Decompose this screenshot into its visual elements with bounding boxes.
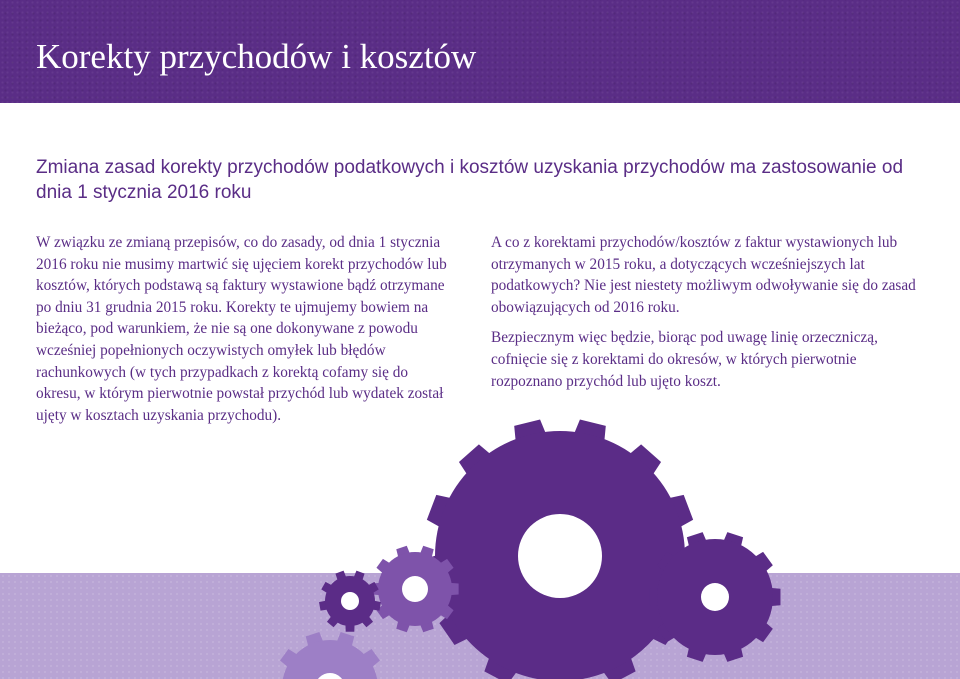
right-column: [491, 232, 931, 392]
header-banner: [0, 0, 960, 103]
right-paragraph-2: Bezpiecznym więc będzie, biorąc pod uwagę linię orzeczniczą, cofnięcie się z korektami do okresów, w których pierwotnie rozpoznano przychód lub ujęto koszt.: [491, 329, 878, 390]
subtitle: Zmiana zasad korekty przychodów podatkowych i kosztów uzyskania przychodów ma zastosowanie od dnia 1 stycznia 2016 roku: [36, 157, 904, 203]
right-paragraph-1: A co z korektami przychodów/kosztów z faktur wystawionych lub otrzymanych w 2015 roku, a dotyczących wcześniejszych lat podatkowych? Nie jest niestety możliwym odwoływanie się do zasad obowiązujących od 2016 roku.: [491, 234, 916, 316]
bottom-band: [0, 573, 960, 679]
left-column: [36, 232, 448, 426]
left-paragraph: W związku ze zmianą przepisów, co do zasady, od dnia 1 stycznia 2016 roku nie musimy martwić się ujęciem korekt przychodów lub kosztów, których podstawą są faktury wystawione bądź otrzymane po dniu 31 grudnia 2015 roku. Korekty te ujmujemy bowiem na bieżąco, pod warunkiem, że nie są one dokonywane z powodu wcześniej popełnionych oczywistych omyłek lub błędów rachunkowych (w tych przypadkach z korektą cofamy się do okresu, w którym pierwotnie powstał przychód lub wydatek został ujęty w kosztach uzyskania przychodu).: [36, 234, 447, 424]
page-title: Korekty przychodów i kosztów: [36, 37, 477, 76]
